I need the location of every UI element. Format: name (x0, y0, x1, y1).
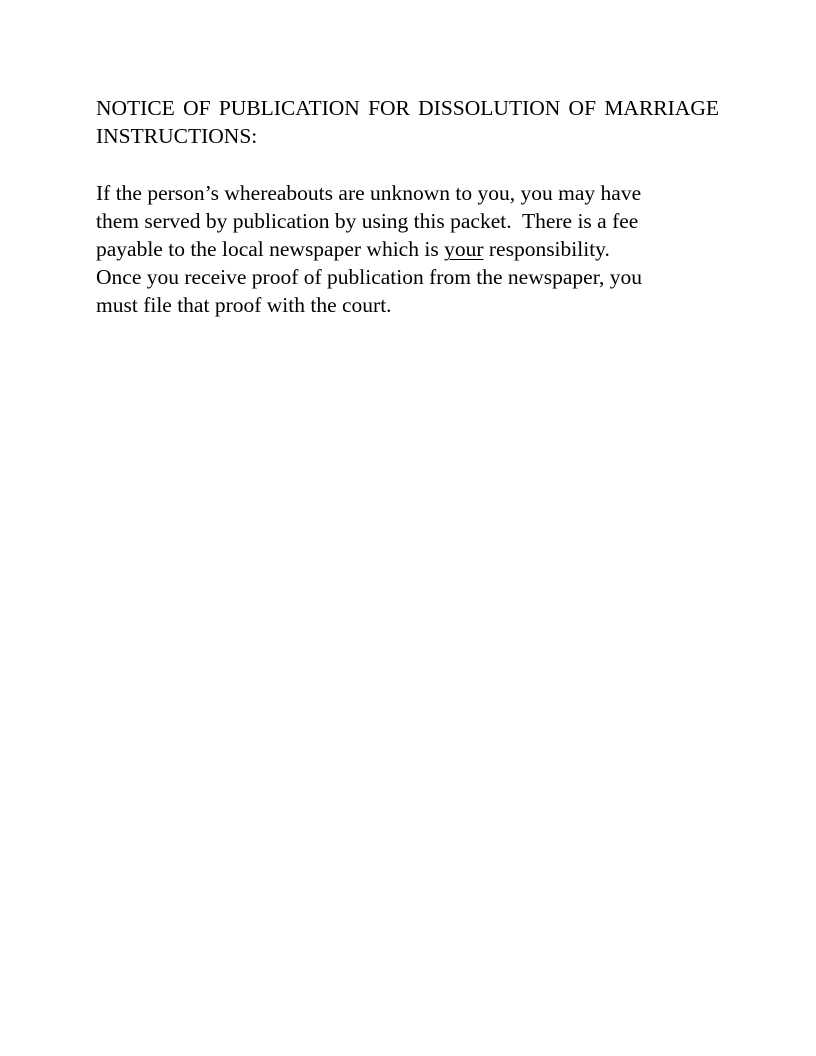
paragraph-line-3-before: payable to the local newspaper which is (96, 237, 445, 261)
paragraph-line-3-after: responsibility. (483, 237, 610, 261)
paragraph-line-3 (96, 235, 719, 263)
document-page (96, 94, 719, 320)
paragraph-spacer (96, 150, 719, 178)
instructions-paragraph (96, 179, 719, 320)
paragraph-line-2 (96, 207, 719, 235)
paragraph-line-5: must file that proof with the court. (96, 293, 392, 318)
paragraph-line-4: Once you receive proof of publication from the newspaper, you (96, 265, 643, 290)
paragraph-line-2-text: them served by publication by using this packet. There is a fee (96, 208, 639, 233)
document-title: NOTICE OF PUBLICATION FOR DISSOLUTION OF MARRIAGE INSTRUCTIONS: (96, 96, 719, 149)
paragraph-line-1: If the person’s whereabouts are unknown to you, you may have (96, 180, 642, 205)
underlined-your: your (444, 237, 484, 261)
